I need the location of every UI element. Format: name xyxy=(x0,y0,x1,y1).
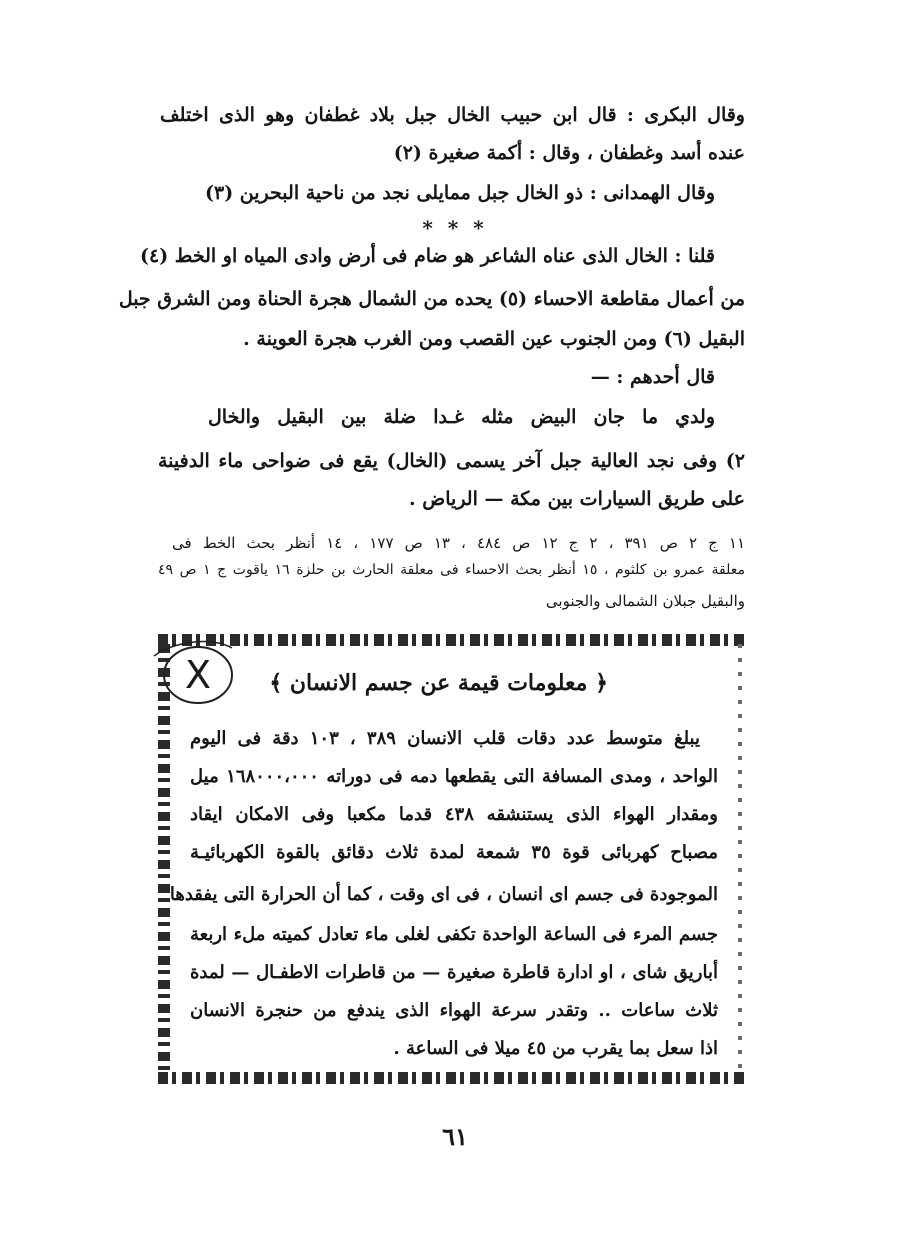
body-line: ٢) وفى نجد العالية جبل آخر يسمى (الخال) يقع فى ضواحى ماء الدفينة xyxy=(158,450,745,472)
box-border-right xyxy=(738,644,742,1074)
body-line: من أعمال مقاطعة الاحساء (٥) يحده من الشمال هجرة الحناة ومن الشرق جبل xyxy=(118,288,745,310)
footnote-line: والبقيل جبلان الشمالى والجنوبى xyxy=(545,592,745,610)
handwritten-x-mark xyxy=(152,638,236,708)
box-line: يبلغ متوسط عدد دقات قلب الانسان ٣٨٩ ، ١٠٣ دقة فى اليوم xyxy=(190,728,700,749)
info-box xyxy=(158,634,744,1084)
body-line: عنده أسد وغطفان ، وقال : أكمة صغيرة (٢) xyxy=(393,142,745,164)
body-line: على طريق السيارات بين مكة — الرياض . xyxy=(409,488,745,510)
box-border-left xyxy=(158,644,170,1074)
box-title: ﴿ معلومات قيمة عن جسم الانسان ﴾ xyxy=(269,670,608,696)
body-line: قال أحدهم : — xyxy=(590,366,715,388)
mark-letter: X xyxy=(184,653,212,697)
body-line: وقال البكرى : قال ابن حبيب الخال جبل بلاد غطفان وهو الذى اختلف xyxy=(160,104,745,126)
box-line: اذا سعل بما يقرب من ٤٥ ميلا فى الساعة . xyxy=(393,1038,718,1059)
box-line: ومقدار الهواء الذى يستنشقه ٤٣٨ قدما مكعبا وفى الامكان ايقاد xyxy=(190,804,718,825)
verse-line: ولدي ما جان البيض مثله غـدا ضلة بين البقيل والخال xyxy=(208,406,715,428)
box-line: الواحد ، ومدى المسافة التى يقطعها دمه فى دوراته ١٦٨٠٠٠،٠٠٠ ميل xyxy=(190,766,718,787)
section-divider-stars: * * * xyxy=(422,216,488,240)
body-line: البقيل (٦) ومن الجنوب عين القصب ومن الغرب هجرة العوينة . xyxy=(243,328,745,350)
box-line: أباريق شاى ، او ادارة قاطرة صغيرة — من قاطرات الاطفـال — لمدة xyxy=(190,962,718,983)
page-number: ٦١ xyxy=(442,1122,468,1151)
body-line: وقال الهمدانى : ذو الخال جبل ممايلى نجد من ناحية البحرين (٣) xyxy=(204,182,715,204)
body-line: قلنا : الخال الذى عناه الشاعر هو ضام فى أرض وادى المياه او الخط (٤) xyxy=(139,245,715,267)
box-border-top xyxy=(158,634,744,646)
box-line: ثلاث ساعات .. وتقدر سرعة الهواء الذى يندفع من حنجرة الانسان xyxy=(190,1000,718,1021)
box-line: مصباح كهربائى قوة ٣٥ شمعة لمدة ثلاث دقائق بالقوة الكهربائيـة xyxy=(190,842,719,863)
footnote-line: ١١ ج ٢ ص ٣٩١ ، ٢ ج ١٢ ص ٤٨٤ ، ١٣ ص ١٧٧ ، ١٤ أنظر بحث الخط فى xyxy=(172,534,746,552)
box-border-bottom xyxy=(158,1072,744,1084)
box-line: الموجودة فى جسم اى انسان ، فى اى وقت ، كما أن الحرارة التى يفقدها xyxy=(169,884,718,905)
box-line: جسم المرء فى الساعة الواحدة تكفى لغلى ماء تعادل كميته ملء اربعة xyxy=(190,924,718,945)
footnote-line: معلقة عمرو بن كلثوم ، ١٥ أنظر بحث الاحساء فى معلقة الحارث بن حلزة ١٦ ياقوت ج ١ ص ٤٩ xyxy=(158,562,746,578)
